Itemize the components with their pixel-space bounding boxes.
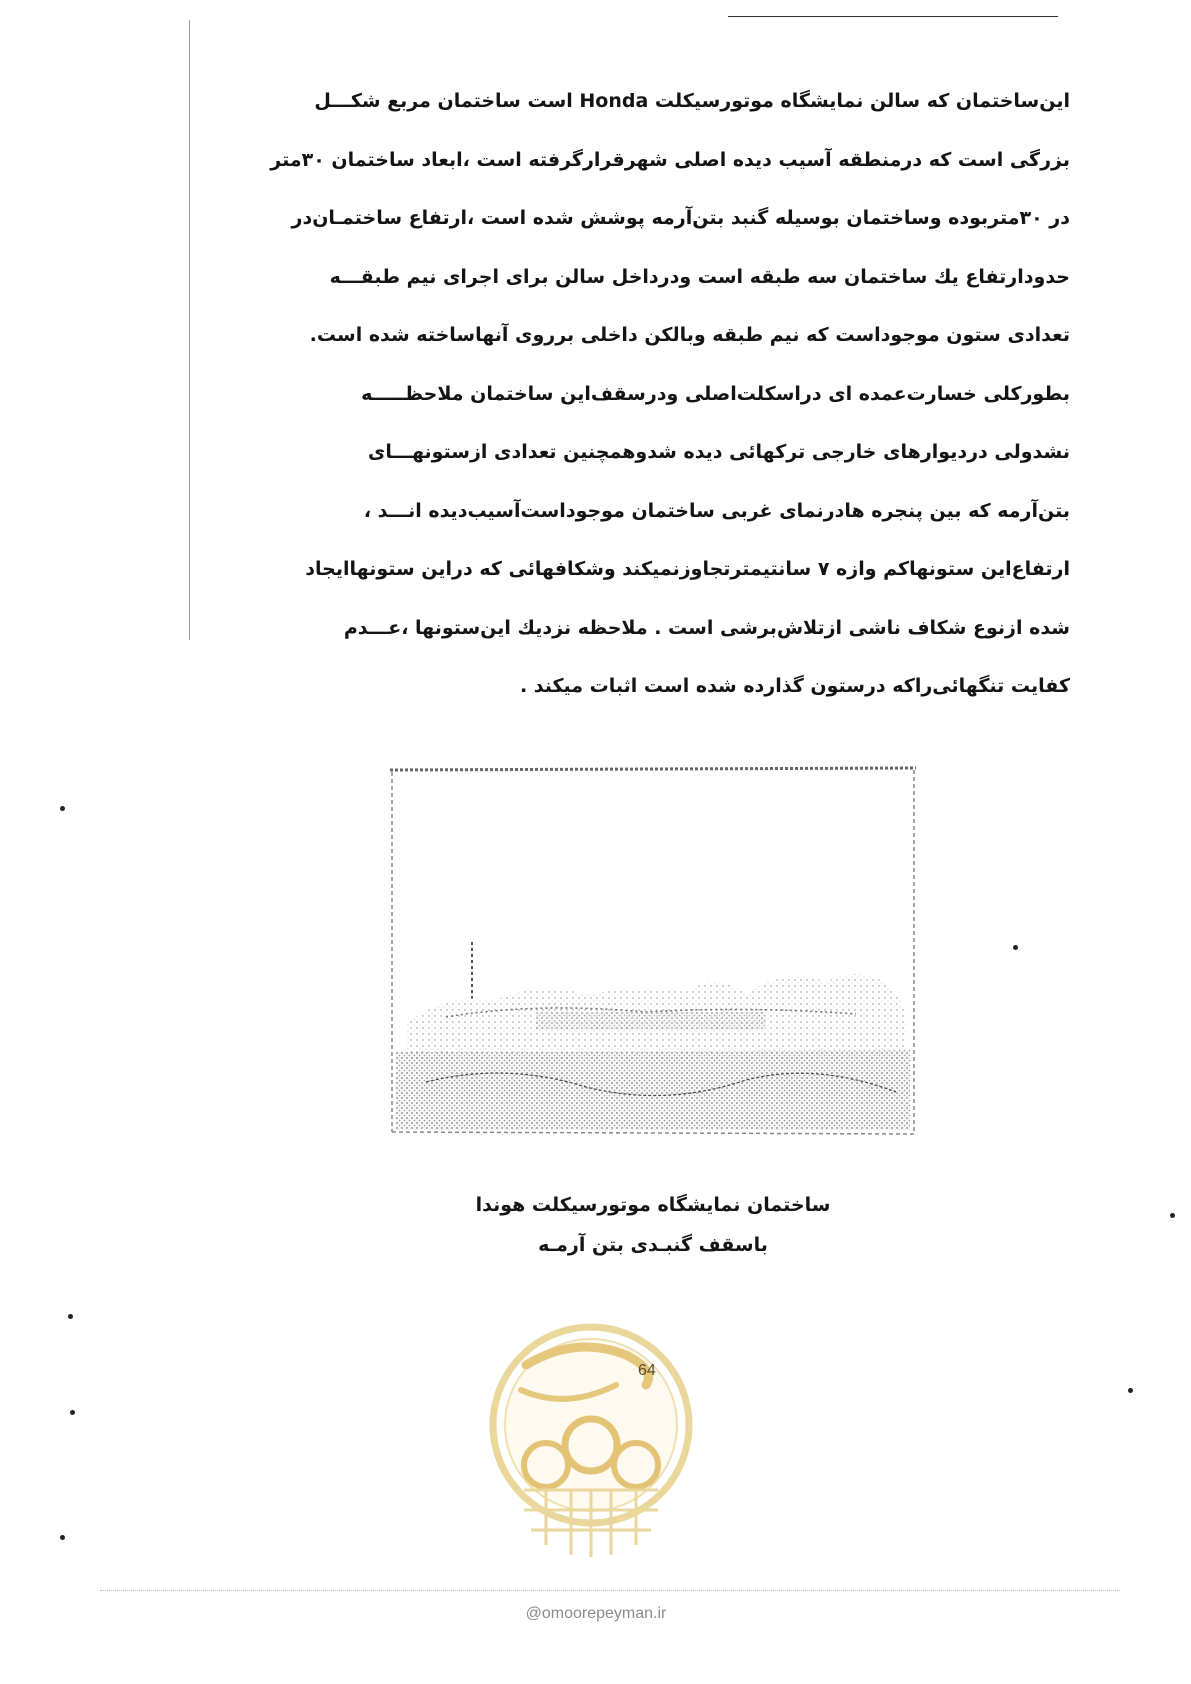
top-rule: [728, 16, 1058, 17]
body-text: [240, 72, 1070, 716]
page-number: 64: [638, 1362, 656, 1379]
omoorepeyman-logo-watermark: [486, 1315, 696, 1635]
paragraph-line-7: نشدولی دردیوارهای خارجی ترکهائی دیده شدوهمچنین تعدادی ازستونهـــای: [367, 441, 1070, 463]
paragraph-line-11: کفایت تنگهائی‌راکه درستون گذارده شده است اثبات میکند .: [519, 675, 1070, 697]
scan-speck: [68, 1314, 73, 1319]
paragraph-line-2: بزرگی است که درمنطقه آسیب دیده اصلی شهرقرارگرفته است ،ابعاد ساختمان ۳۰متر: [270, 148, 1070, 171]
left-margin-line: [189, 20, 190, 640]
paragraph-line-5: تعدادی ستون موجوداست که نیم طبقه وبالکن داخلی برروی آنهاساخته شده است.: [309, 324, 1070, 346]
scan-speck: [70, 1410, 75, 1415]
paragraph-line-3: در ۳۰متربوده وساختمان بوسیله گنبد بتن‌آرمه پوشش شده است ،ارتفاع ساختمـان‌در: [291, 207, 1070, 229]
building-photo: [386, 762, 920, 1142]
caption-line-2: باسقف گنبـدی بتن آرمـه: [538, 1234, 768, 1256]
scan-speck: [60, 1535, 65, 1540]
paragraph-line-9: ارتفاع‌این ستونهاکم وازه ۷ سانتیمترتجاوزنمیکند وشکافهائی که دراین ستونهاایجاد: [305, 558, 1070, 580]
figure-caption: [386, 1185, 920, 1265]
paragraph-line-1: این‌ساختمان که سالن نمایشگاه موتورسیکلت Honda است ساختمان مربع شکـــل: [314, 90, 1070, 112]
paragraph-line-4: حدود‌ارتفاع یك ساختمان سه طبقه است ودرداخل سالن برای اجرای نیم طبقـــه: [329, 265, 1070, 288]
scan-speck: [60, 806, 65, 811]
caption-line-1: ساختمان نمایشگاه موتورسیکلت هوندا: [475, 1194, 831, 1216]
paragraph-line-8: بتن‌آرمه که بین پنجره هادرنمای غربی ساختمان موجوداست‌آسیب‌دیده انـــد ،: [363, 499, 1070, 522]
scan-speck: [1013, 945, 1018, 950]
paragraph-line-10: شده ازنوع شکاف ناشی ازتلاش‌برشی است . ملاحظه نزدیك این‌ستونها ،عـــدم: [343, 616, 1070, 639]
watermark-handle: @omoorepeyman.ir: [525, 1605, 667, 1622]
paragraph-line-6: بطورکلی خسارت‌عمده ای دراسکلت‌اصلی ودرسقف‌این ساختمان ملاحظـــــه: [361, 382, 1070, 405]
scan-noise-line: [100, 1590, 1120, 1591]
scan-speck: [1170, 1213, 1175, 1218]
scan-speck: [1128, 1388, 1133, 1393]
